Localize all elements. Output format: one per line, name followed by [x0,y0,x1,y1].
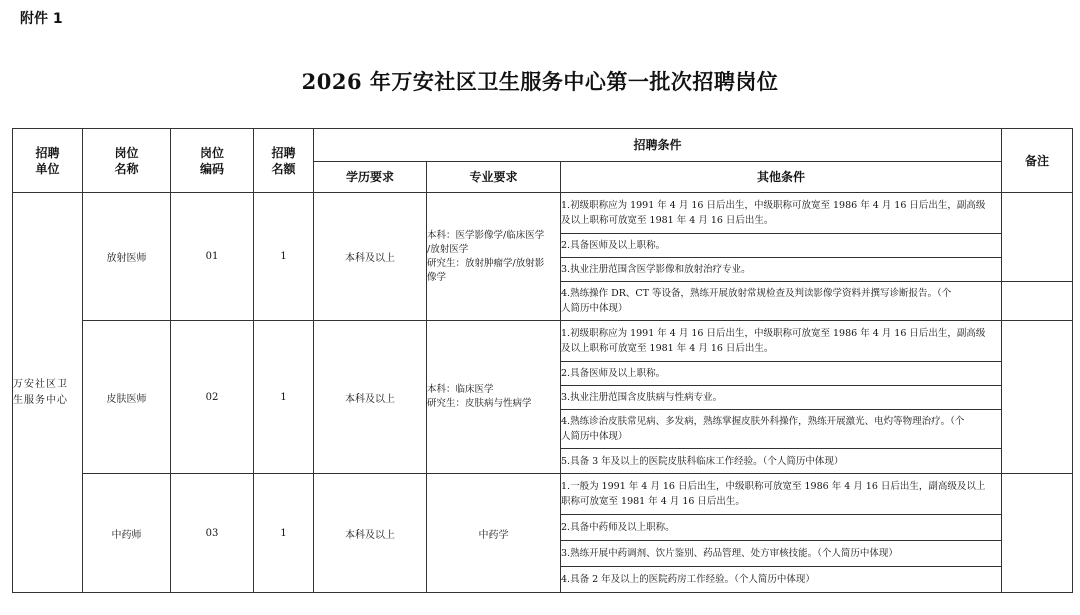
condition-item: 2.具备中药师及以上职称。 [561,515,1002,541]
education-requirement: 本科及以上 [314,193,427,321]
condition-item: 1.一般为 1991 年 4 月 16 日后出生，中级职称可放宽至 1986 年 4 月 16 日后出生，副高级及以上 职称可放宽至 1981 年 4 月 16 日后出生。 [561,474,1002,515]
remarks-cell [1002,193,1073,282]
condition-item: 5.具备 3 年及以上的医院皮肤科临床工作经验。（个人简历中体现） [561,449,1002,474]
position-quota: 1 [254,193,314,321]
condition-item: 1.初级职称应为 1991 年 4 月 16 日后出生，中级职称可放宽至 1986 年 4 月 16 日后出生，副高级 及以上职称可放宽至 1981 年 4 月 16 日后出生。 [561,321,1002,362]
position-code: 01 [171,193,254,321]
position-quota: 1 [254,474,314,593]
condition-item: 3.执业注册范围含皮肤病与性病专业。 [561,386,1002,410]
header-major: 专业要求 [427,162,561,193]
condition-item: 4.熟练诊治皮肤常见病、多发病，熟练掌握皮肤外科操作，熟练开展激光、电灼等物理治疗。（个 人简历中体现） [561,410,1002,449]
position-name: 中药师 [83,474,171,593]
condition-item: 4.具备 2 年及以上的医院药房工作经验。（个人简历中体现） [561,567,1002,593]
major-requirement: 中药学 [427,474,561,593]
position-quota: 1 [254,321,314,474]
header-position-code: 岗位 编码 [171,129,254,193]
header-unit: 招聘 单位 [13,129,83,193]
header-other-conditions: 其他条件 [561,162,1002,193]
position-code: 03 [171,474,254,593]
condition-item: 3.执业注册范围含医学影像和放射治疗专业。 [561,258,1002,282]
header-quota: 招聘 名额 [254,129,314,193]
remarks-cell [1002,474,1073,593]
position-name: 放射医师 [83,193,171,321]
unit-name: 万安社区卫 生服务中心 [13,193,83,593]
position-code: 02 [171,321,254,474]
header-position-name: 岗位 名称 [83,129,171,193]
education-requirement: 本科及以上 [314,474,427,593]
remarks-cell [1002,321,1073,474]
remarks-cell [1002,282,1073,321]
education-requirement: 本科及以上 [314,321,427,474]
major-requirement: 本科：临床医学 研究生：皮肤病与性病学 [427,321,561,474]
condition-item: 2.具备医师及以上职称。 [561,234,1002,258]
major-requirement: 本科：医学影像学/临床医学 /放射医学 研究生：放射肿瘤学/放射影 像学 [427,193,561,321]
condition-item: 2.具备医师及以上职称。 [561,362,1002,386]
page-title: 2026 年万安社区卫生服务中心第一批次招聘岗位 [301,69,779,94]
recruitment-table [12,128,1073,593]
header-conditions: 招聘条件 [314,129,1002,162]
condition-item: 3.熟练开展中药调剂、饮片鉴别、药品管理、处方审核技能。（个人简历中体现） [561,541,1002,567]
condition-item: 1.初级职称应为 1991 年 4 月 16 日后出生，中级职称可放宽至 1986 年 4 月 16 日后出生，副高级 及以上职称可放宽至 1981 年 4 月 16 日后出生。 [561,193,1002,234]
header-education: 学历要求 [314,162,427,193]
header-remarks: 备注 [1002,129,1073,193]
position-name: 皮肤医师 [83,321,171,474]
condition-item: 4.熟练操作 DR、CT 等设备，熟练开展放射常规检查及判读影像学资料并撰写诊断报告。（个 人简历中体现） [561,282,1002,321]
attachment-label: 附件 1 [20,11,63,27]
